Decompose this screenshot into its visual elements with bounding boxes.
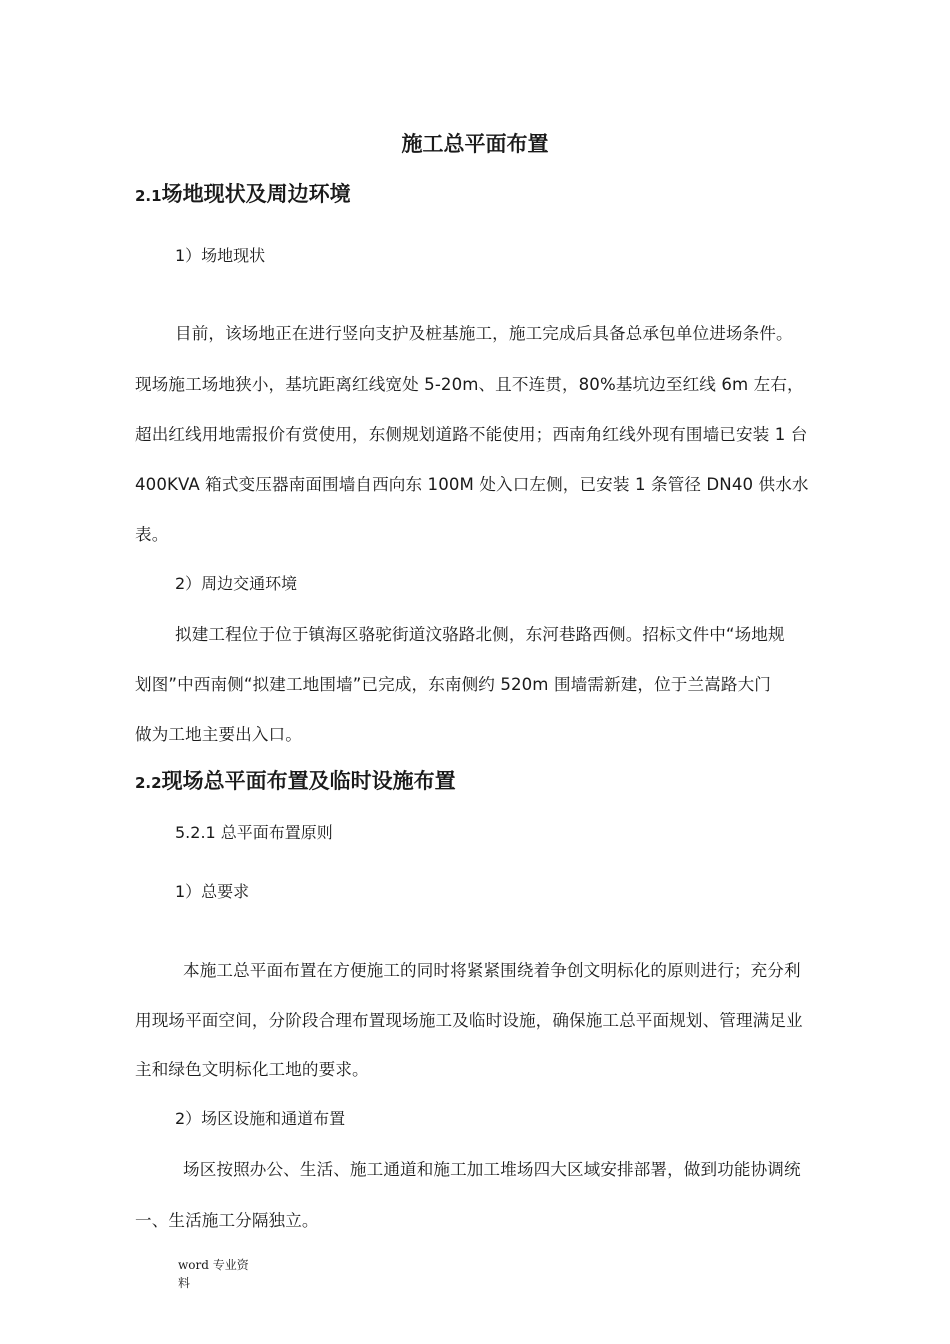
paragraph-line: 拟建工程位于位于镇海区骆驼街道汶骆路北侧，东河巷路西侧。招标文件中“场地规 bbox=[175, 625, 785, 644]
paragraph-line: 本施工总平面布置在方便施工的同时将紧紧围绕着争创文明标化的原则进行；充分利 bbox=[183, 961, 801, 980]
paragraph-line: 目前，该场地正在进行竖向支护及桩基施工，施工完成后具备总承包单位进场条件。 bbox=[175, 324, 793, 343]
paragraph-line: 现场施工场地狭小，基坑距离红线宽处 5-20m、且不连贯，80%基坑边至红线 6m 左右， bbox=[135, 375, 804, 394]
paragraph-line: 表。 bbox=[135, 525, 169, 544]
paragraph-line: 划图”中西南侧“拟建工地围墙”已完成，东南侧约 520m 围墙需新建，位于兰嵩路大门 bbox=[135, 675, 771, 694]
section-title: 现场总平面布置及临时设施布置 bbox=[161, 769, 456, 793]
subheading-site-status: 1）场地现状 bbox=[175, 246, 266, 265]
paragraph-line: 主和绿色文明标化工地的要求。 bbox=[135, 1060, 369, 1079]
page-title: 施工总平面布置 bbox=[401, 132, 549, 156]
paragraph-line: 一、生活施工分隔独立。 bbox=[135, 1211, 319, 1230]
subheading-layout-principles: 5.2.1 总平面布置原则 bbox=[175, 823, 333, 842]
section-number: 2.1 bbox=[135, 187, 162, 205]
paragraph-line: 做为工地主要出入口。 bbox=[135, 725, 302, 744]
paragraph-line: 400KVA 箱式变压器南面围墙自西向东 100M 处入口左侧，已安装 1 条管径 DN40 供水水 bbox=[135, 475, 809, 494]
subheading-facilities: 2）场区设施和通道布置 bbox=[175, 1109, 346, 1128]
paragraph-line: 超出红线用地需报价有赏使用，东侧规划道路不能使用；西南角红线外现有围墙已安装 1 台 bbox=[135, 425, 808, 444]
subheading-traffic: 2）周边交通环境 bbox=[175, 574, 298, 593]
section-2-2-heading bbox=[135, 765, 456, 795]
footer-note: word 专业资料 bbox=[178, 1258, 249, 1290]
paragraph-line: 用现场平面空间，分阶段合理布置现场施工及临时设施，确保施工总平面规划、管理满足业 bbox=[135, 1011, 803, 1030]
paragraph-line: 场区按照办公、生活、施工通道和施工加工堆场四大区域安排部署，做到功能协调统 bbox=[183, 1160, 801, 1179]
section-number: 2.2 bbox=[135, 774, 162, 792]
subheading-general-requirements: 1）总要求 bbox=[175, 882, 250, 901]
section-title: 场地现状及周边环境 bbox=[161, 182, 351, 206]
section-2-1-heading bbox=[135, 178, 351, 208]
